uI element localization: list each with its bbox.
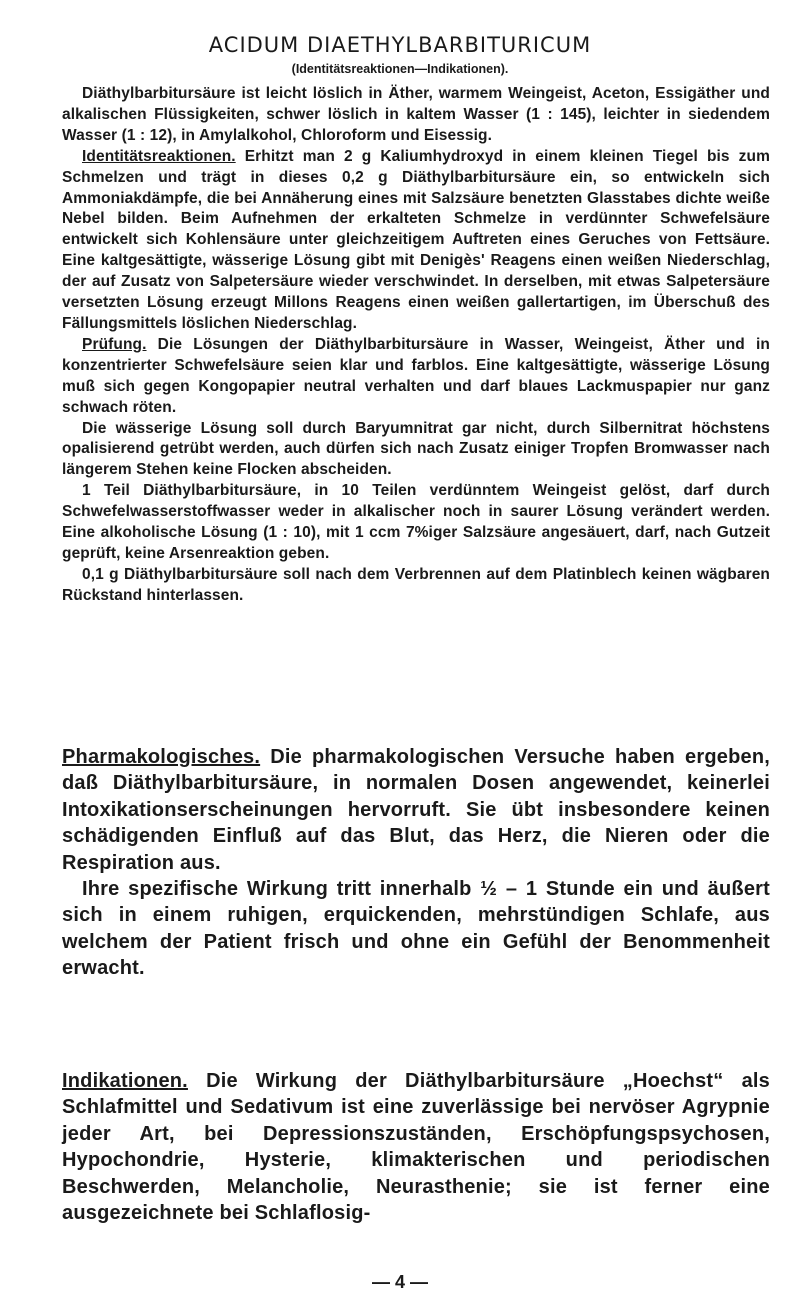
- pharmakologisches-heading: Pharmakologisches.: [62, 746, 261, 768]
- indikationen-text: Die Wirkung der Diäthylbarbitursäure „Hoechst“ als Schlafmittel und Sedativum ist eine zuverlässige bei nervöser Agrypnie jeder Art, bei Depressionszuständen, Erschöpfungspsychosen, Hypochondrie, Hysterie, klimakterischen und periodischen Beschwerden, Melancholie, Neurasthenie; sie ist ferner eine ausgezeichnete bei Schlaflosig-: [62, 1070, 770, 1225]
- document-title: ACIDUM DIAETHYLBARBITURICUM: [208, 33, 592, 57]
- identitaet-paragraph: [62, 147, 770, 335]
- small-text-section: [62, 84, 770, 607]
- page-number: — 4 —: [371, 1272, 428, 1292]
- pruefung-heading: Prüfung.: [82, 335, 147, 353]
- indikationen-section: [62, 1068, 770, 1226]
- indikationen-heading: Indikationen.: [62, 1070, 188, 1092]
- pruefung-paragraph-2: Die wässerige Lösung soll durch Baryumnitrat gar nicht, durch Silbernitrat höchstens opalisierend getrübt werden, auch dürfen sich nach Zusatz einiger Tropfen Bromwasser nach längerem Stehen keine Flocken abscheiden.: [62, 419, 770, 479]
- pharmakologisches-section: [62, 744, 770, 982]
- intro-paragraph: Diäthylbarbitursäure ist leicht löslich in Äther, warmem Weingeist, Aceton, Essigäther und alkalischen Flüssigkeiten, schwer löslich in kaltem Wasser (1 : 145), leichter in siedendem Wasser (1 : 12), in Amylalkohol, Chloroform und Eisessig.: [62, 85, 770, 144]
- pharmakologisches-paragraph-1: [62, 744, 770, 876]
- identitaet-text: Erhitzt man 2 g Kaliumhydroxyd in einem kleinen Tiegel bis zum Schmelzen und trägt in dieses 0,2 g Diäthylbarbitursäure ein, so entwickeln sich Ammoniakdämpfe, die bei Annäherung eines mit Salzsäure benetzten Glasstabes dichte weiße Nebel bilden. Beim Aufnehmen der erkalteten Schmelze in verdünnter Schwefelsäure entwickelt sich Kohlensäure unter gleichzeitigem Auftreten eines Geruches von Fettsäure. Eine kaltgesättigte, wässerige Lösung gibt mit Denigès' Reagens einen weißen Niederschlag, der auf Zusatz von Salpetersäure wieder verschwindet. In derselben, mit etwas Salpetersäure versetzten Lösung erzeugt Millons Reagens einen weißen gallertartigen, im Überschuß des Fällungsmittels löslichen Niederschlag.: [62, 147, 770, 332]
- pharmakologisches-text-1: Die pharmakologischen Versuche haben ergeben, daß Diäthylbarbitursäure, in normalen Dosen angewendet, keinerlei Intoxikationserscheinungen hervorruft. Sie übt insbesondere keinen schädigenden Einfluß auf das Blut, das Herz, die Nieren oder die Respiration aus.: [62, 746, 770, 874]
- identitaet-heading: Identitätsreaktionen.: [82, 147, 236, 165]
- document-subtitle: (Identitätsreaktionen—Indikationen).: [291, 62, 509, 76]
- pruefung-paragraph-1: [62, 335, 770, 419]
- indikationen-paragraph: [62, 1068, 770, 1226]
- pharmakologisches-paragraph-2: Ihre spezifische Wirkung tritt innerhalb ½ – 1 Stunde ein und äußert sich in einem ruhigen, erquickenden, mehrstündigen Schlafe, aus welchem der Patient frisch und ohne ein Gefühl der Benommenheit erwacht.: [62, 878, 770, 980]
- pruefung-text-1: Die Lösungen der Diäthylbarbitursäure in Wasser, Weingeist, Äther und in konzentrierter Schwefelsäure seien klar und farblos. Eine kaltgesättigte, wässerige Lösung muß sich gegen Kongopapier neutral verhalten und darf blaues Lackmuspapier nur ganz schwach röten.: [62, 335, 770, 416]
- pruefung-paragraph-3: 1 Teil Diäthylbarbitursäure, in 10 Teilen verdünntem Weingeist gelöst, darf durch Schwefelwasserstoffwasser weder in alkalischer noch in saurer Lösung verändert werden. Eine alkoholische Lösung (1 : 10), mit 1 ccm 7%iger Salzsäure angesäuert, darf, nach Gutzeit geprüft, keine Arsenreaktion geben.: [62, 482, 770, 562]
- pruefung-paragraph-4: 0,1 g Diäthylbarbitursäure soll nach dem Verbrennen auf dem Platinblech keinen wägbaren Rückstand hinterlassen.: [62, 565, 770, 604]
